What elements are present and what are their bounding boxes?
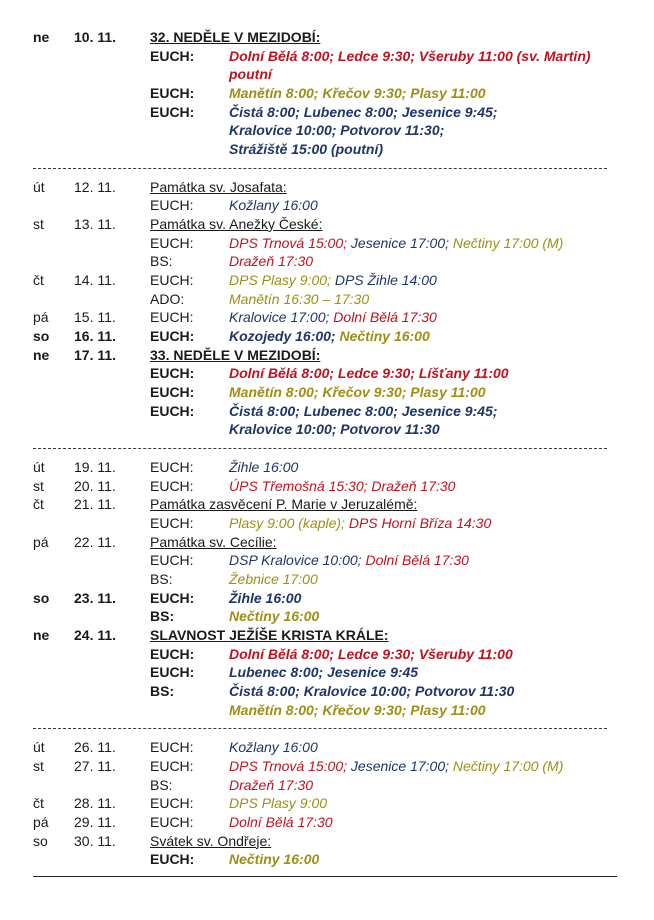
schedule-row: [0, 234, 654, 253]
feast-title: Památka sv. Anežky České:: [150, 215, 323, 232]
service-type: EUCH:: [150, 309, 194, 326]
schedule-row: [0, 420, 654, 439]
date-label: 28. 11.: [74, 795, 116, 812]
feast-title: Památka sv. Josafata:: [150, 178, 287, 195]
service-times: [229, 458, 298, 477]
schedule-row: [0, 252, 654, 271]
date-label: 19. 11.: [74, 458, 116, 475]
location-time: Žihle 16:00: [229, 458, 299, 475]
schedule-row: [0, 178, 654, 197]
service-type: EUCH:: [150, 757, 194, 774]
location-time: Nečtiny 16:00: [229, 608, 320, 625]
service-times: [229, 290, 369, 309]
location-time: Kralovice 10:00; Potvorov 11:30;: [229, 122, 445, 139]
service-times: [229, 607, 319, 626]
date-label: 12. 11.: [74, 178, 116, 195]
location-time: Plasy 9:00 (kaple);: [229, 514, 349, 531]
schedule-row: [0, 570, 654, 589]
service-times: [229, 196, 318, 215]
location-time: Jesenice 17:00;: [350, 234, 453, 251]
schedule-row: [0, 776, 654, 795]
service-type: BS:: [150, 608, 175, 625]
date-label: 29. 11.: [74, 813, 116, 830]
schedule-row: [0, 364, 654, 383]
location-time: DPS Plasy 9:00;: [229, 271, 335, 288]
schedule-row: [0, 682, 654, 701]
bottom-rule: [33, 876, 617, 877]
service-times: [229, 813, 333, 832]
date-label: 20. 11.: [74, 477, 116, 494]
schedule-row: [0, 551, 654, 570]
date-label: 17. 11.: [74, 346, 117, 363]
service-times: [229, 383, 486, 402]
date-label: 26. 11.: [74, 739, 116, 756]
service-times: [229, 701, 486, 720]
schedule-row: [0, 140, 654, 159]
date-label: 15. 11.: [74, 309, 116, 326]
location-time: Manětín 8:00; Křečov 9:30; Plasy 11:00: [229, 85, 486, 102]
date-label: 10. 11.: [74, 29, 117, 45]
service-type: EUCH:: [150, 458, 194, 475]
service-times: [229, 514, 491, 533]
schedule-row: [0, 626, 654, 645]
schedule-row: [0, 495, 654, 514]
location-time: Kožlany 16:00: [229, 197, 318, 214]
schedule-row: [0, 28, 654, 47]
schedule-row: [0, 458, 654, 477]
location-time: DPS Trnová 15:00;: [229, 757, 351, 774]
feast-title: 32. NEDĚLE V MEZIDOBÍ:: [150, 29, 321, 45]
location-time: DPS Horní Bříza 14:30: [348, 514, 492, 531]
service-times: [229, 402, 497, 421]
service-type: EUCH:: [150, 384, 195, 401]
service-times: [229, 570, 318, 589]
service-times: [229, 47, 591, 66]
service-times: [229, 850, 319, 869]
service-type: EUCH:: [150, 813, 194, 830]
service-times: [229, 103, 497, 122]
day-abbrev: pá: [33, 309, 49, 326]
location-time: DPS Žihle 14:00: [334, 271, 437, 288]
schedule-row: [0, 663, 654, 682]
location-time: Dolní Bělá 17:30: [365, 552, 469, 569]
service-times: [229, 121, 444, 140]
service-times: [229, 364, 509, 383]
location-time: Čistá 8:00; Kralovice 10:00; Potvorov 11:30: [229, 683, 515, 700]
service-times: [229, 140, 383, 159]
schedule-row: [0, 607, 654, 626]
schedule-row: [0, 196, 654, 215]
service-type: EUCH:: [150, 402, 195, 419]
location-time: Dolní Bělá 17:30: [229, 813, 333, 830]
location-time: Čistá 8:00; Lubenec 8:00; Jesenice 9:45;: [229, 103, 498, 120]
service-times: [229, 663, 418, 682]
day-abbrev: st: [33, 215, 44, 232]
schedule-row: [0, 65, 654, 84]
location-time: Žihle 16:00: [229, 589, 302, 606]
service-times: [229, 84, 486, 103]
location-time: Dolní Bělá 8:00; Ledce 9:30; Všeruby 11:00: [229, 645, 513, 662]
service-type: BS:: [150, 683, 175, 700]
service-times: [229, 794, 327, 813]
service-times: [229, 551, 469, 570]
location-time: DSP Kralovice 10:00;: [229, 552, 366, 569]
location-time: Dražeň 17:30: [229, 776, 314, 793]
location-time: Nečtiny 16:00: [229, 851, 320, 868]
schedule-row: [0, 477, 654, 496]
location-time: Strážiště 15:00 (poutní): [229, 141, 384, 158]
schedule-row: [0, 271, 654, 290]
service-type: EUCH:: [150, 328, 195, 344]
service-type: EUCH:: [150, 664, 195, 681]
service-times: [229, 682, 514, 701]
feast-title: Památka zasvěcení P. Marie v Jeruzalémě:: [150, 496, 418, 513]
service-times: [229, 308, 437, 327]
schedule-row: [0, 738, 654, 757]
date-label: 21. 11.: [74, 496, 116, 513]
day-abbrev: út: [33, 739, 45, 756]
dashed-separator: [0, 719, 654, 738]
schedule-row: [0, 308, 654, 327]
location-time: Nečtiny 16:00: [339, 328, 430, 344]
service-times: [229, 477, 455, 496]
location-time: Kralovice 17:00;: [229, 309, 334, 326]
date-label: 13. 11.: [74, 215, 116, 232]
schedule-row: [0, 757, 654, 776]
service-times: [229, 65, 272, 84]
location-time: Kralovice 10:00; Potvorov 11:30: [229, 421, 440, 438]
date-label: 30. 11.: [74, 832, 116, 849]
service-type: EUCH:: [150, 271, 194, 288]
date-label: 16. 11.: [74, 328, 117, 344]
location-time: Dražeň 17:30: [229, 253, 314, 270]
service-type: BS:: [150, 570, 173, 587]
schedule-row: [0, 327, 654, 346]
schedule-row: [0, 121, 654, 140]
feast-title: SLAVNOST JEŽÍŠE KRISTA KRÁLE:: [150, 627, 389, 643]
schedule-document: [0, 28, 654, 869]
feast-title: 33. NEDĚLE V MEZIDOBÍ:: [150, 346, 321, 363]
location-time: Kozojedy 16:00;: [229, 328, 340, 344]
day-abbrev: čt: [33, 795, 44, 812]
day-abbrev: ne: [33, 627, 50, 643]
location-time: Dolní Bělá 8:00; Ledce 9:30; Všeruby 11:00 (sv. Martin): [229, 47, 591, 64]
date-label: 23. 11.: [74, 589, 117, 606]
location-time: Čistá 8:00; Lubenec 8:00; Jesenice 9:45;: [229, 402, 498, 419]
location-time: Nečtiny 17:00 (M): [452, 234, 564, 251]
day-abbrev: ne: [33, 29, 50, 45]
location-time: Manětín 16:30 – 17:30: [229, 290, 370, 307]
service-type: EUCH:: [150, 795, 194, 812]
day-abbrev: čt: [33, 496, 44, 513]
location-time: Jesenice 17:00;: [350, 757, 453, 774]
day-abbrev: čt: [33, 271, 44, 288]
day-abbrev: út: [33, 458, 45, 475]
day-abbrev: ne: [33, 346, 50, 363]
date-label: 27. 11.: [74, 757, 116, 774]
schedule-row: [0, 215, 654, 234]
location-time: DPS Plasy 9:00: [229, 795, 328, 812]
service-times: [229, 645, 513, 664]
schedule-row: [0, 402, 654, 421]
dashed-separator: [0, 439, 654, 458]
schedule-row: [0, 850, 654, 869]
service-type: EUCH:: [150, 197, 194, 214]
service-type: ADO:: [150, 290, 185, 307]
service-type: EUCH:: [150, 103, 195, 120]
location-time: Lubenec 8:00; Jesenice 9:45: [229, 664, 419, 681]
feast-title: Svátek sv. Ondřeje:: [150, 832, 272, 849]
feast-title: Památka sv. Cecílie:: [150, 533, 277, 550]
schedule-row: [0, 701, 654, 720]
schedule-row: [0, 589, 654, 608]
location-time: ÚPS Třemošná 15:30; Dražeň 17:30: [229, 477, 456, 494]
service-type: BS:: [150, 776, 173, 793]
service-times: [229, 234, 563, 253]
service-type: EUCH:: [150, 234, 194, 251]
service-type: EUCH:: [150, 851, 195, 868]
day-abbrev: pá: [33, 533, 49, 550]
service-times: [229, 327, 430, 346]
location-time: poutní: [229, 66, 272, 83]
day-abbrev: st: [33, 757, 44, 774]
date-label: 14. 11.: [74, 271, 116, 288]
service-times: [229, 776, 313, 795]
schedule-row: [0, 84, 654, 103]
service-times: [229, 252, 313, 271]
location-time: Dolní Bělá 17:30: [333, 309, 437, 326]
location-time: Manětín 8:00; Křečov 9:30; Plasy 11:00: [229, 384, 486, 401]
service-times: [229, 589, 301, 608]
schedule-row: [0, 533, 654, 552]
service-type: EUCH:: [150, 514, 194, 531]
service-times: [229, 271, 437, 290]
schedule-row: [0, 794, 654, 813]
dashed-separator: [0, 159, 654, 178]
schedule-row: [0, 813, 654, 832]
date-label: 22. 11.: [74, 533, 116, 550]
day-abbrev: út: [33, 178, 45, 195]
service-type: BS:: [150, 253, 173, 270]
location-time: Manětín 8:00; Křečov 9:30; Plasy 11:00: [229, 701, 486, 718]
schedule-row: [0, 47, 654, 66]
service-times: [229, 738, 318, 757]
schedule-row: [0, 346, 654, 365]
service-type: EUCH:: [150, 589, 195, 606]
day-abbrev: pá: [33, 813, 49, 830]
service-type: EUCH:: [150, 85, 195, 102]
service-times: [229, 757, 563, 776]
day-abbrev: so: [33, 832, 48, 849]
day-abbrev: so: [33, 589, 50, 606]
schedule-row: [0, 645, 654, 664]
schedule-row: [0, 514, 654, 533]
schedule-row: [0, 832, 654, 851]
location-time: Kožlany 16:00: [229, 739, 318, 756]
day-abbrev: so: [33, 328, 50, 344]
schedule-row: [0, 290, 654, 309]
date-label: 24. 11.: [74, 627, 117, 643]
day-abbrev: st: [33, 477, 44, 494]
service-type: EUCH:: [150, 645, 195, 662]
service-type: EUCH:: [150, 365, 195, 382]
schedule-row: [0, 383, 654, 402]
location-time: DPS Trnová 15:00;: [229, 234, 351, 251]
service-type: EUCH:: [150, 47, 195, 64]
service-times: [229, 420, 440, 439]
location-time: Dolní Bělá 8:00; Ledce 9:30; Líšťany 11:00: [229, 365, 509, 382]
service-type: EUCH:: [150, 739, 194, 756]
location-time: Nečtiny 17:00 (M): [452, 757, 564, 774]
service-type: EUCH:: [150, 552, 194, 569]
service-type: EUCH:: [150, 477, 194, 494]
location-time: Žebnice 17:00: [229, 570, 318, 587]
schedule-row: [0, 103, 654, 122]
